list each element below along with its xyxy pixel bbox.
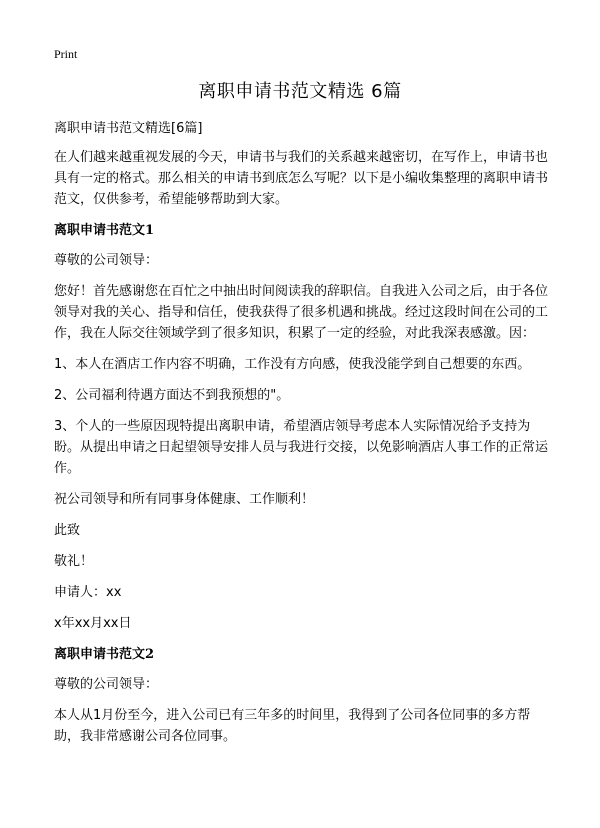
closing-line: 敬礼！ xyxy=(54,554,94,569)
salutation: 尊敬的公司领导： xyxy=(54,677,159,692)
document-subtitle: 离职申请书范文精选[6篇] xyxy=(54,121,203,136)
document-body xyxy=(54,118,548,757)
body-paragraph: 本人从1月份至今，进入公司已有三年多的时间里，我得到了公司各位同事的多方帮助，我非常感谢公司各位同事。 xyxy=(54,708,531,744)
reason-item: 1、本人在酒店工作内容不明确，工作没有方向感，使我没能学到自己想要的东西。 xyxy=(54,357,531,372)
section-heading: 离职申请书范文1 xyxy=(54,223,155,238)
document-title: 离职申请书范文精选 6篇 xyxy=(198,81,402,102)
reason-item: 2、公司福利待遇方面达不到我预想的"。 xyxy=(54,388,290,403)
reason-item: 3、个人的一些原因现特提出离职申请，希望酒店领导考虑本人实际情况给予支持为盼。从提出申请之日起望领导安排人员与我进行交接，以免影响酒店人事工作的正常运作。 xyxy=(54,419,549,476)
print-label: Print xyxy=(54,47,78,61)
body-paragraph: 您好！首先感谢您在百忙之中抽出时间阅读我的辞职信。自我进入公司之后，由于各位领导对我的关心、指导和信任，使我获得了很多机遇和挑战。经过这段时间在公司的工作，我在人际交往领域学到了很多知识，积累了一定的经验，对此我深表感激。因： xyxy=(54,284,549,341)
salutation: 尊敬的公司领导： xyxy=(54,253,159,268)
intro-paragraph: 在人们越来越重视发展的今天，申请书与我们的关系越来越密切，在写作上，申请书也具有一定的格式。那么相关的申请书到底怎么写呢？以下是小编收集整理的离职申请书范文，仅供参考，希望能够帮助到大家。 xyxy=(54,150,549,207)
date-line: x年xx月xx日 xyxy=(54,616,132,631)
closing-line: 此致 xyxy=(54,523,81,538)
closing-wish: 祝公司领导和所有同事身体健康、工作顺利！ xyxy=(54,492,315,507)
applicant-line: 申请人：xx xyxy=(54,585,122,600)
section-heading: 离职申请书范文2 xyxy=(54,647,155,662)
